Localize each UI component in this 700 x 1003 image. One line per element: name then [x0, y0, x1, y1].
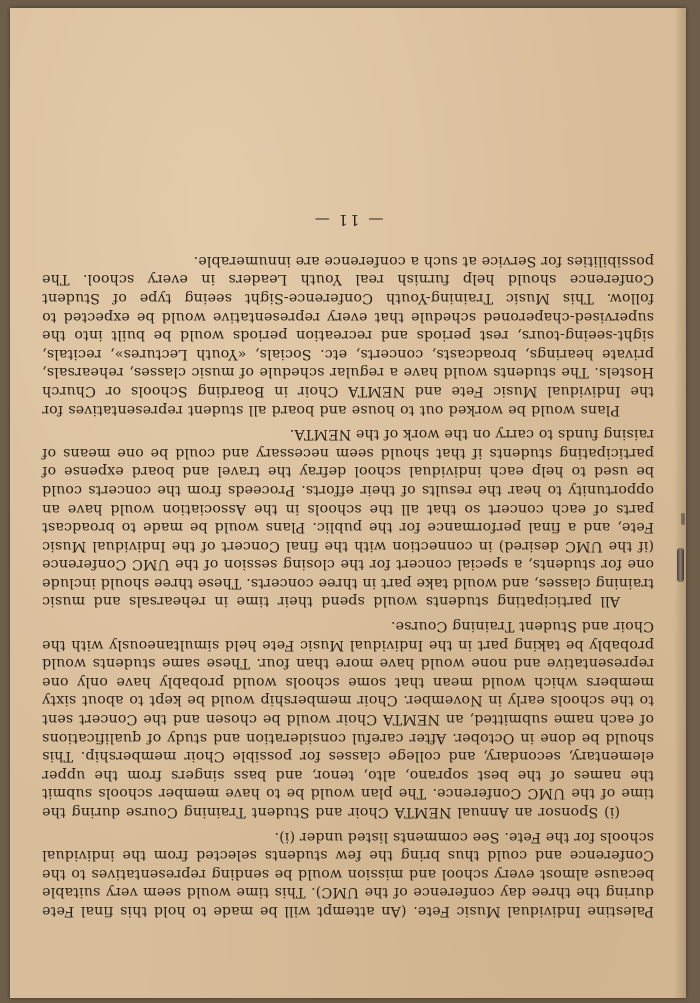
paragraph-participating-students: All participating students would spend their time in rehearsals and music training classes, and would take part in three concerts. These three should include one for students, a special concert for the closing session of the UMC Conference (if the UMC desired) in connection with the final Concert of the Individual Music Fete, and a final performance for the public. Plans would be made to broadcast parts of each concert so that all the schools in the Association would have an opportunity to hear the results of their efforts. Proceeds from the concerts could be used to help each individual school defray the travel and board expense of participating students if that should seem necessary and could be one means of raising funds to carry on the work of the NEMTA. — [42, 426, 654, 610]
staple-hole — [681, 513, 685, 525]
page-text-upside-down — [42, 90, 654, 920]
document-page — [10, 8, 686, 998]
paragraph-music-fete: Palestine Individual Music Fete. (An attempt will be made to hold this final Fete during the three day conference of the UMC). This time would seem very suitable because almost every school and mission would be sending representatives to the Conference and could thus bring the few students selected from the individual schools for the Fete. See comments listed under (i). — [42, 828, 654, 919]
paragraph-housing-plans: Plans would be worked out to house and board all student representatives for the Individual Music Fete and NEMTA Choir in Boarding Schools or Church Hostels. The students would have a regular schedule of music classes, rehearsals, private hearings, broadcasts, concerts, etc. Socials, «Youth Lectures», recitals, sight-seeing-tours, rest periods and recreation periods would be built into the supervised-chaperoned schedule that every representative would be expected to follow. This Music Training-Youth Conference-Sight seeing type of Student Conference should help furnish real Youth Leaders in every school. The possibilities for Service at such a conference are innumerable. — [42, 252, 654, 418]
staple — [677, 548, 684, 582]
page-edge-shadow — [674, 8, 686, 998]
page-number: — 11 — — [312, 211, 384, 230]
paragraph-nemta-choir: (i) Sponsor an Annual NEMTA Choir and Student Training Course during the time of the UMC Conference. The plan would be to have member schools submit the names of the best soprano, alto, tenor, and bass singers from the upper elementary, secondary, and college classes for possible Choir membership. This should be done in October. After careful consideration and study of qualifications of each name submitted, an NEMTA Choir would be chosen and the Concert sent to the schools early in November. Choir membership would be kept to about sixty members which would mean that some schools would probably have only one representative and none would have more than four. These same students would probably be taking part in the Individual Music Fete held simultaneously with the Choir and Student Training Course. — [42, 618, 654, 821]
